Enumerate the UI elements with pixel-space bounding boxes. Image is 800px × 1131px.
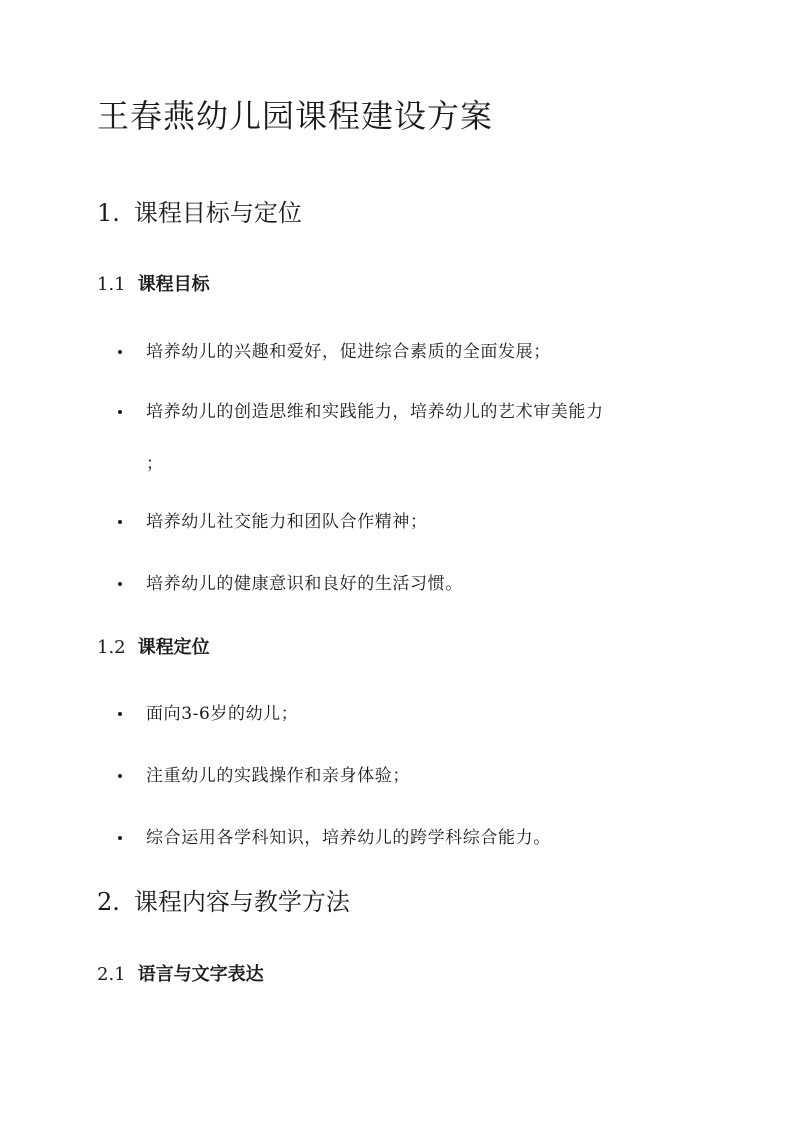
bullet-icon	[118, 520, 122, 524]
subsection-title: 课程目标	[137, 274, 210, 295]
bullet-icon	[118, 350, 122, 354]
section-number: 2.	[97, 888, 120, 916]
bullet-icon	[118, 774, 122, 778]
subsection-number: 2.1	[97, 964, 126, 985]
subsection-number: 1.1	[97, 274, 126, 295]
bullet-icon	[118, 582, 122, 586]
subsection-title: 语言与文字表达	[137, 964, 264, 985]
bullet-icon	[118, 836, 122, 840]
bullet-icon	[118, 712, 122, 716]
list-item-continuation: ；	[146, 454, 163, 474]
subsection-heading-1-1	[97, 272, 210, 298]
bullet-icon	[118, 410, 122, 414]
section-title: 课程目标与定位	[133, 199, 302, 227]
subsection-title: 课程定位	[137, 637, 210, 658]
section-number: 1.	[97, 199, 120, 227]
subsection-heading-2-1	[97, 962, 264, 988]
document-title: 王春燕幼儿园课程建设方案	[97, 97, 494, 135]
subsection-heading-1-2	[97, 635, 210, 661]
subsection-number: 1.2	[97, 637, 126, 658]
section-heading-1	[97, 196, 302, 230]
section-heading-2	[97, 885, 350, 919]
section-title: 课程内容与教学方法	[133, 888, 350, 916]
document-page: 王春燕幼儿园课程建设方案 1. 课程目标与定位 1.1 课程目标 培养幼儿的兴趣和爱好，促进综合素质的全面发展； 培养幼儿的创造思维和实践能力，培养幼儿的艺术审美能力 ； 培养幼儿社交能力和团队合作精神； 培养幼儿的健康意识和良好的生活习惯。 1.2 课程定位 面向3-6岁的幼儿； 注重幼儿的实践操作和亲身体验； 综合运用各学科知识，培养幼儿的跨学科综合能力。 2. 课程内容与教学方法 2.1 语言与文字表达	[0, 0, 800, 1131]
